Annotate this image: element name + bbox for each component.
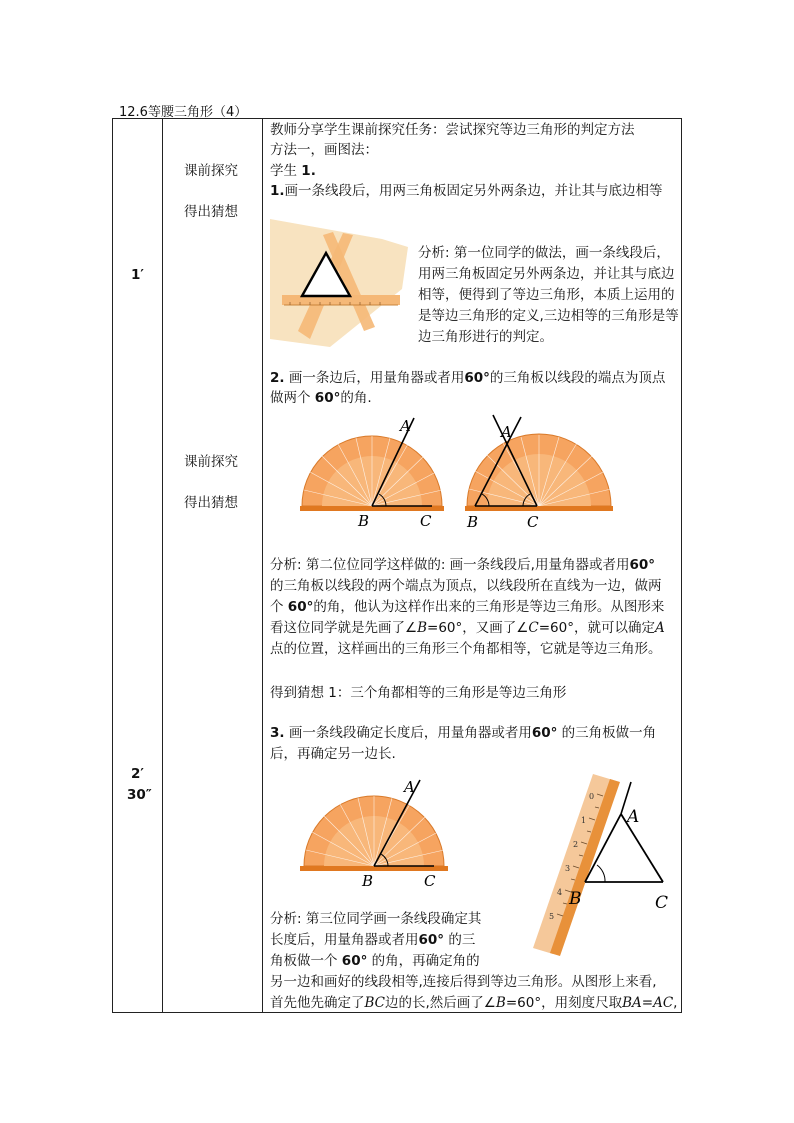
- label-B: B: [467, 513, 479, 531]
- label-B: B: [569, 889, 582, 909]
- analysis-2-line: 分析: 第二位位同学这样做的: 画一条线段后,用量角器或者用60°: [270, 557, 656, 573]
- step-3-line: 后，再确定另一边长.: [270, 746, 396, 762]
- triangle-rulers-figure: [270, 219, 408, 347]
- step-2-line: 做两个 60°的角.: [270, 390, 372, 406]
- step-2-line: 2. 画一条边后，用量角器或者用60°的三角板以线段的端点为顶点: [270, 370, 666, 386]
- protractor-figure-right: [461, 409, 621, 533]
- ruler-tick: 4: [557, 888, 563, 897]
- time-2-sec: 30″: [127, 787, 152, 803]
- label-B: B: [358, 512, 370, 530]
- intro-line: 方法一，画图法：: [270, 142, 378, 158]
- analysis-1: 分析: 第一位同学的做法，画一条线段后，用两三角板固定另外两条边，并让其与底边相等，便得到了等边三角形，本质上运用的是等边三角形的定义,三边相等的三角形是等边三角形进行的判定。: [418, 245, 679, 345]
- ruler-tick: 1: [581, 816, 587, 825]
- conjecture-1: 得到猜想 1：三个角都相等的三角形是等边三角形: [270, 685, 567, 701]
- analysis-2-line: 看这位同学就是先画了∠B=60°，又画了∠C=60°，就可以确定A: [270, 620, 665, 636]
- label-B: B: [362, 872, 374, 890]
- step-3-line: 3. 画一条线段确定长度后，用量角器或者用60° 的三角板做一角: [270, 725, 657, 741]
- column-divider: [162, 119, 163, 1012]
- stage-label: 得出猜想: [184, 495, 238, 511]
- analysis-3-line: 另一边和画好的线段相等,连接后得到等边三角形。从图形上来看,: [270, 974, 657, 990]
- analysis-3-line: 长度后，用量角器或者用60° 的三: [270, 932, 476, 948]
- ruler-tick: 0: [589, 792, 595, 801]
- stage-label: 课前探究: [184, 454, 238, 470]
- analysis-2-line: 的三角板以线段的两个端点为顶点，以线段所在直线为一边，做两: [270, 578, 662, 594]
- column-divider: [262, 119, 263, 1012]
- analysis-3-line: 首先他先确定了BC边的长,然后画了∠B=60°，用刻度尺取BA=AC,: [270, 995, 678, 1011]
- protractor-figure-left: [294, 412, 450, 532]
- time-1: 1′: [131, 267, 144, 283]
- label-A: A: [501, 423, 512, 441]
- stage-label: 得出猜想: [184, 204, 238, 220]
- ruler-tick: 3: [565, 864, 571, 873]
- ruler-tick: 5: [549, 912, 555, 921]
- step-1-line: 1.画一条线段后，用两三角板固定另外两条边，并让其与底边相等: [270, 183, 663, 199]
- time-2-min: 2′: [131, 766, 144, 782]
- label-A: A: [627, 807, 640, 827]
- analysis-3-line: 角板做一个 60° 的角，再确定角的: [270, 953, 480, 969]
- label-C: C: [424, 872, 436, 890]
- label-C: C: [655, 893, 669, 913]
- analysis-2-line: 点的位置，这样画出的三角形三个角都相等，它就是等边三角形。: [270, 641, 662, 657]
- lesson-table: [112, 118, 682, 1013]
- label-A: A: [404, 778, 415, 796]
- intro-line: 教师分享学生课前探究任务：尝试探究等边三角形的判定方法: [270, 122, 635, 138]
- document-title: 12.6等腰三角形（4）: [119, 105, 248, 120]
- ruler-tick: 2: [573, 840, 579, 849]
- stage-label: 课前探究: [184, 163, 238, 179]
- analysis-3-line: 分析: 第三位同学画一条线段确定其: [270, 911, 482, 927]
- label-C: C: [420, 512, 432, 530]
- analysis-2-line: 个 60°的角，他认为这样作出来的三角形是等边三角形。从图形来: [270, 599, 665, 615]
- ruler-triangle-figure: [511, 774, 679, 964]
- label-C: C: [527, 513, 539, 531]
- protractor-figure-step3: [298, 774, 450, 892]
- label-A: A: [400, 417, 411, 435]
- intro-line: 学生 1.: [270, 163, 316, 179]
